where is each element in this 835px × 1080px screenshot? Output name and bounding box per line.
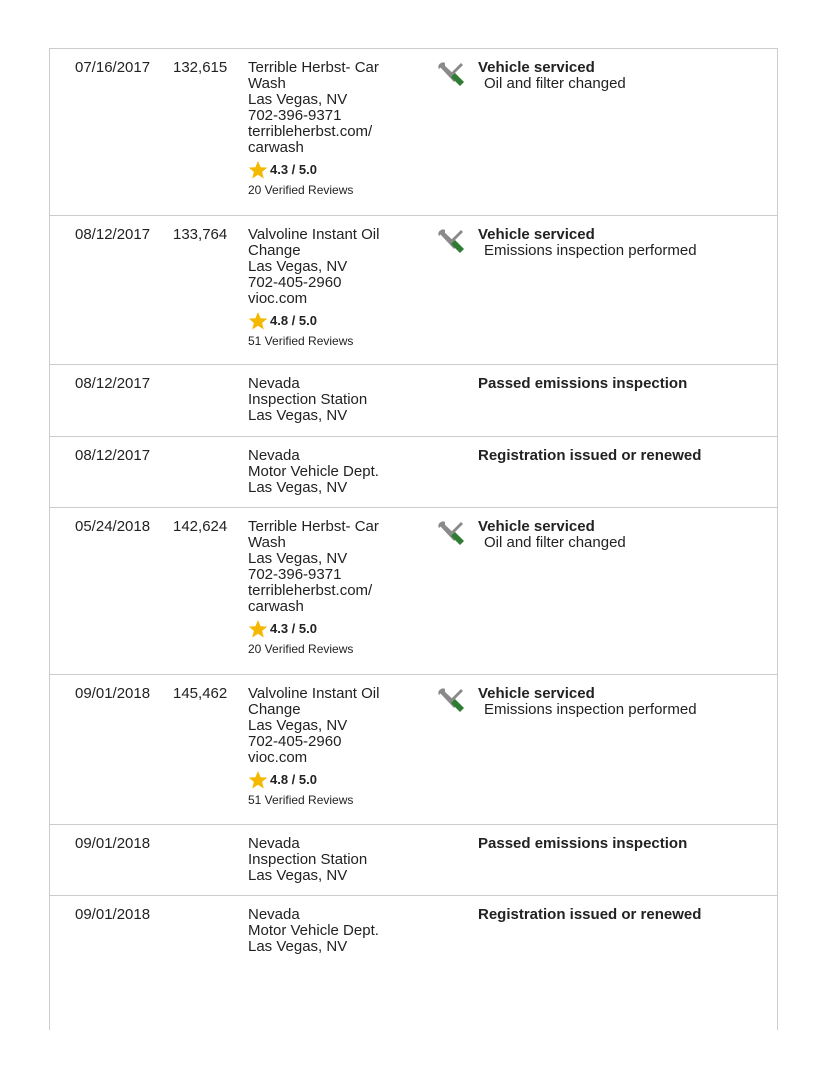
rating-score: 4.3 / 5.0 xyxy=(270,621,317,636)
source-line: Las Vegas, NV xyxy=(248,479,348,496)
source-line: Wash xyxy=(248,75,286,92)
history-record xyxy=(49,675,777,825)
history-record xyxy=(49,49,777,216)
record-source xyxy=(248,836,423,884)
rating-score: 4.8 / 5.0 xyxy=(270,313,317,328)
record-details xyxy=(478,448,773,464)
record-date: 09/01/2018 xyxy=(75,906,151,923)
record-date: 08/12/2017 xyxy=(75,375,151,392)
record-source xyxy=(248,448,423,496)
rating xyxy=(248,311,423,331)
record-source xyxy=(248,227,423,349)
source-line: Motor Vehicle Dept. xyxy=(248,463,379,480)
record-title: Passed emissions inspection xyxy=(478,835,688,852)
record-details xyxy=(478,60,773,92)
source-line: Las Vegas, NV xyxy=(248,717,348,734)
source-line: Motor Vehicle Dept. xyxy=(248,922,379,939)
source-line: Inspection Station xyxy=(248,851,368,868)
service-tools-icon xyxy=(437,687,465,715)
source-line: Valvoline Instant Oil xyxy=(248,226,380,243)
star-icon xyxy=(248,619,268,639)
source-line: Inspection Station xyxy=(248,391,368,408)
history-record xyxy=(49,896,777,967)
record-details xyxy=(478,686,773,718)
history-record xyxy=(49,437,777,508)
record-mileage: 132,615 xyxy=(173,59,228,76)
source-line: Terrible Herbst- Car xyxy=(248,59,379,76)
source-line: 702-396-9371 xyxy=(248,566,342,583)
source-line: 702-405-2960 xyxy=(248,733,342,750)
rating-score: 4.3 / 5.0 xyxy=(270,162,317,177)
source-line: Terrible Herbst- Car xyxy=(248,518,379,535)
record-detail: Oil and filter changed xyxy=(484,75,626,92)
record-source xyxy=(248,686,423,808)
source-line: 702-396-9371 xyxy=(248,107,342,124)
source-line: vioc.com xyxy=(248,749,308,766)
source-line: Las Vegas, NV xyxy=(248,938,348,955)
service-tools-icon xyxy=(437,520,465,548)
rating xyxy=(248,160,423,180)
rating xyxy=(248,619,423,639)
history-record xyxy=(49,825,777,896)
service-tools-icon xyxy=(437,228,465,256)
verified-reviews-link[interactable]: 20 Verified Reviews xyxy=(248,183,354,197)
source-line: carwash xyxy=(248,598,304,615)
verified-reviews-link[interactable]: 20 Verified Reviews xyxy=(248,642,354,656)
source-line: Change xyxy=(248,701,301,718)
star-icon xyxy=(248,770,268,790)
rating-score: 4.8 / 5.0 xyxy=(270,772,317,787)
record-details xyxy=(478,227,773,259)
star-icon xyxy=(248,311,268,331)
record-mileage: 145,462 xyxy=(173,685,228,702)
vehicle-history-table xyxy=(49,48,777,967)
verified-reviews-link[interactable]: 51 Verified Reviews xyxy=(248,334,354,348)
source-line: carwash xyxy=(248,139,304,156)
record-source xyxy=(248,376,423,424)
source-line: terribleherbst.com/ xyxy=(248,123,373,140)
source-line: Change xyxy=(248,242,301,259)
record-mileage: 133,764 xyxy=(173,226,228,243)
record-title: Passed emissions inspection xyxy=(478,375,688,392)
record-detail: Emissions inspection performed xyxy=(484,701,697,718)
service-tools-icon xyxy=(437,61,465,89)
record-date: 05/24/2018 xyxy=(75,518,151,535)
record-details xyxy=(478,836,773,852)
record-title: Vehicle serviced xyxy=(478,685,595,702)
source-line: Nevada xyxy=(248,375,300,392)
source-line: 702-405-2960 xyxy=(248,274,342,291)
record-title: Vehicle serviced xyxy=(478,59,595,76)
source-line: terribleherbst.com/ xyxy=(248,582,373,599)
source-line: Valvoline Instant Oil xyxy=(248,685,380,702)
source-line: Las Vegas, NV xyxy=(248,867,348,884)
verified-reviews-link[interactable]: 51 Verified Reviews xyxy=(248,793,354,807)
source-line: Las Vegas, NV xyxy=(248,550,348,567)
source-line: Nevada xyxy=(248,906,300,923)
record-source xyxy=(248,60,423,198)
record-date: 09/01/2018 xyxy=(75,685,151,702)
source-line: Las Vegas, NV xyxy=(248,407,348,424)
source-line: Nevada xyxy=(248,835,300,852)
record-date: 08/12/2017 xyxy=(75,226,151,243)
record-title: Registration issued or renewed xyxy=(478,447,702,464)
record-title: Vehicle serviced xyxy=(478,226,595,243)
source-line: Las Vegas, NV xyxy=(248,258,348,275)
star-icon xyxy=(248,160,268,180)
record-detail: Emissions inspection performed xyxy=(484,242,697,259)
record-title: Registration issued or renewed xyxy=(478,906,702,923)
history-record xyxy=(49,508,777,675)
history-record xyxy=(49,365,777,437)
record-details xyxy=(478,376,773,392)
record-details xyxy=(478,519,773,551)
rating xyxy=(248,770,423,790)
record-source xyxy=(248,519,423,657)
record-title: Vehicle serviced xyxy=(478,518,595,535)
record-details xyxy=(478,907,773,923)
record-date: 09/01/2018 xyxy=(75,835,151,852)
source-line: Nevada xyxy=(248,447,300,464)
source-line: vioc.com xyxy=(248,290,308,307)
history-record xyxy=(49,216,777,365)
record-detail: Oil and filter changed xyxy=(484,534,626,551)
record-mileage: 142,624 xyxy=(173,518,228,535)
source-line: Wash xyxy=(248,534,286,551)
record-source xyxy=(248,907,423,955)
record-date: 07/16/2017 xyxy=(75,59,151,76)
source-line: Las Vegas, NV xyxy=(248,91,348,108)
record-date: 08/12/2017 xyxy=(75,447,151,464)
